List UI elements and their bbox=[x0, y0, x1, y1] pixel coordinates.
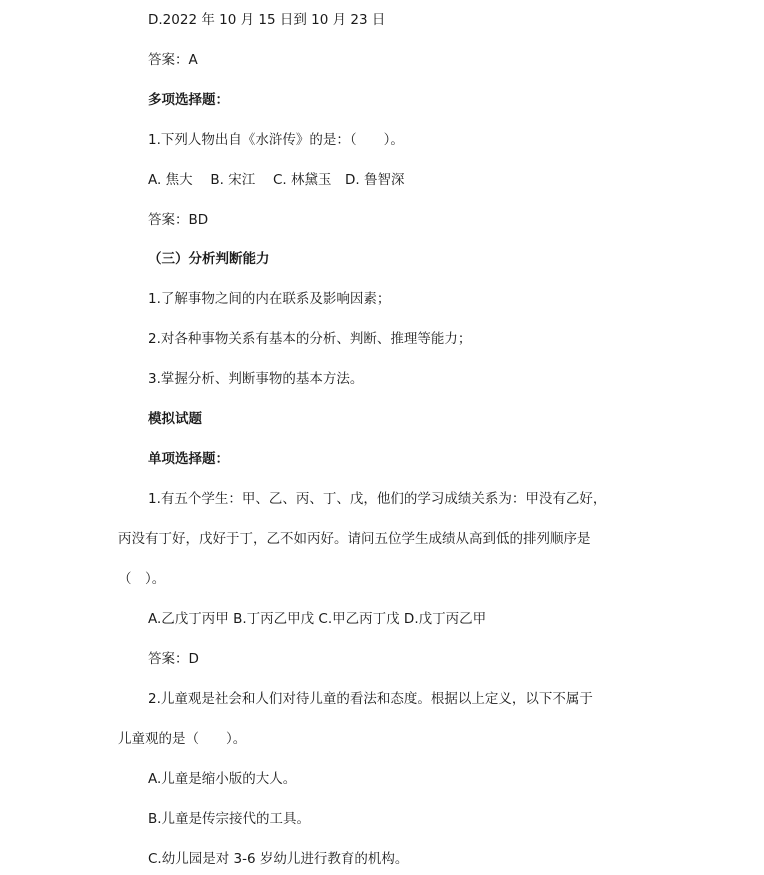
answer-line: 答案：BD bbox=[148, 212, 209, 228]
answer-line: 答案：D bbox=[148, 651, 199, 667]
section-heading-single-choice: 单项选择题： bbox=[148, 451, 229, 467]
options-line: A. 焦大 B. 宋江 C. 林黛玉 D. 鲁智深 bbox=[148, 172, 405, 188]
list-item: 3.掌握分析、判断事物的基本方法。 bbox=[148, 371, 364, 387]
question-line: 2.儿童观是社会和人们对待儿童的看法和态度。根据以上定义，以下不属于 bbox=[148, 691, 593, 707]
answer-line: 答案：A bbox=[148, 52, 198, 68]
question-line: 丙没有丁好，戊好于丁，乙不如丙好。请问五位学生成绩从高到低的排列顺序是 bbox=[118, 531, 591, 547]
question-line: 儿童观的是（ ）。 bbox=[118, 731, 247, 747]
option-line: A.儿童是缩小版的大人。 bbox=[148, 771, 297, 787]
section-heading-mock-test: 模拟试题 bbox=[148, 411, 202, 427]
section-heading-analysis: （三）分析判断能力 bbox=[148, 251, 270, 267]
question-line: 1.下列人物出自《水浒传》的是：（ ）。 bbox=[148, 132, 404, 148]
option-line: C.幼儿园是对 3-6 岁幼儿进行教育的机构。 bbox=[148, 851, 409, 867]
options-line: A.乙戊丁丙甲 B.丁丙乙甲戊 C.甲乙丙丁戊 D.戊丁丙乙甲 bbox=[148, 611, 487, 627]
list-item: 2.对各种事物关系有基本的分析、判断、推理等能力； bbox=[148, 331, 472, 347]
list-item: 1.了解事物之间的内在联系及影响因素； bbox=[148, 291, 391, 307]
question-line: （ ）。 bbox=[118, 571, 166, 587]
option-d-line: D.2022 年 10 月 15 日到 10 月 23 日 bbox=[148, 12, 386, 28]
question-line: 1.有五个学生：甲、乙、丙、丁、戊，他们的学习成绩关系为：甲没有乙好， bbox=[148, 491, 607, 507]
option-line: B.儿童是传宗接代的工具。 bbox=[148, 811, 311, 827]
section-heading-multi-choice: 多项选择题： bbox=[148, 92, 229, 108]
